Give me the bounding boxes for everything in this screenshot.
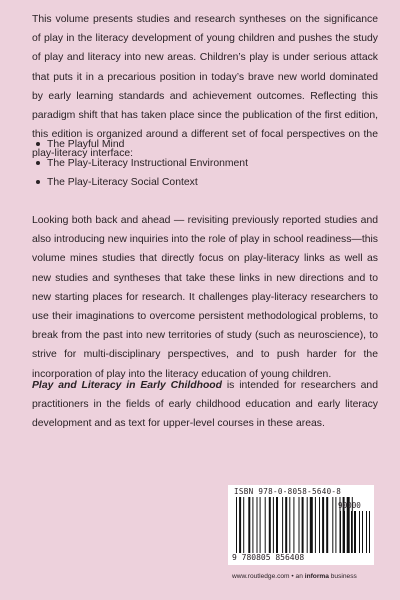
publisher-an: an (295, 573, 303, 580)
barcode-addon: 90000 (338, 501, 361, 510)
paragraph-2-text: Looking both back and ahead — revisiting previously reported studies and also introducing new inquiries into the role of play in school readiness—this volume mines studies that directly focus on play-literacy links as well as new studies and syntheses that take these links in new directions and to new starting places for research. It challenges play-literacy researchers to use their imaginations to overcome persistent methodological problems, to break from the past into new territories of study (such as neuroscience), to strive for multi-disciplinary perspectives, and to push harder for the incorporation of play into the literacy education of young children. (32, 215, 378, 380)
list-item: The Play-Literacy Social Context (32, 173, 378, 192)
publisher-url[interactable]: www.routledge.com (232, 573, 290, 580)
list-item: The Playful Mind (32, 135, 378, 154)
publisher-brand: informa (304, 573, 329, 580)
list-item: The Play-Literacy Instructional Environment (32, 154, 378, 173)
barcode-digits: 9 780805 856408 (232, 553, 305, 562)
focal-perspectives-list (32, 135, 378, 193)
description-paragraph-3 (32, 376, 378, 434)
description-paragraph-2 (32, 211, 378, 384)
isbn-label: ISBN 978-0-8058-5640-8 (234, 487, 342, 496)
publisher-suffix: business (330, 573, 357, 580)
paragraph-3-text: is intended for researchers and practitioners in the fields of early childhood education and early literacy development and as text for upper-level courses in these areas. (32, 380, 378, 430)
paragraph-1-text: This volume presents studies and research syntheses on the significance of play in the literacy development of young children and pushes the study of play and literacy into new areas. Children’s play is under serious attack that puts it in a precarious position in today’s brave new world dominated by early learning standards and achievement outcomes. Reflecting this paradigm shift that has taken place since the publication of the first edition, this edition is organized around a different set of focal perspectives on the play-literacy interface: (32, 14, 378, 160)
book-title: Play and Literacy in Early Childhood (32, 380, 222, 391)
isbn-barcode (228, 485, 374, 565)
publisher-line (232, 573, 377, 580)
separator-dot: • (291, 573, 294, 580)
